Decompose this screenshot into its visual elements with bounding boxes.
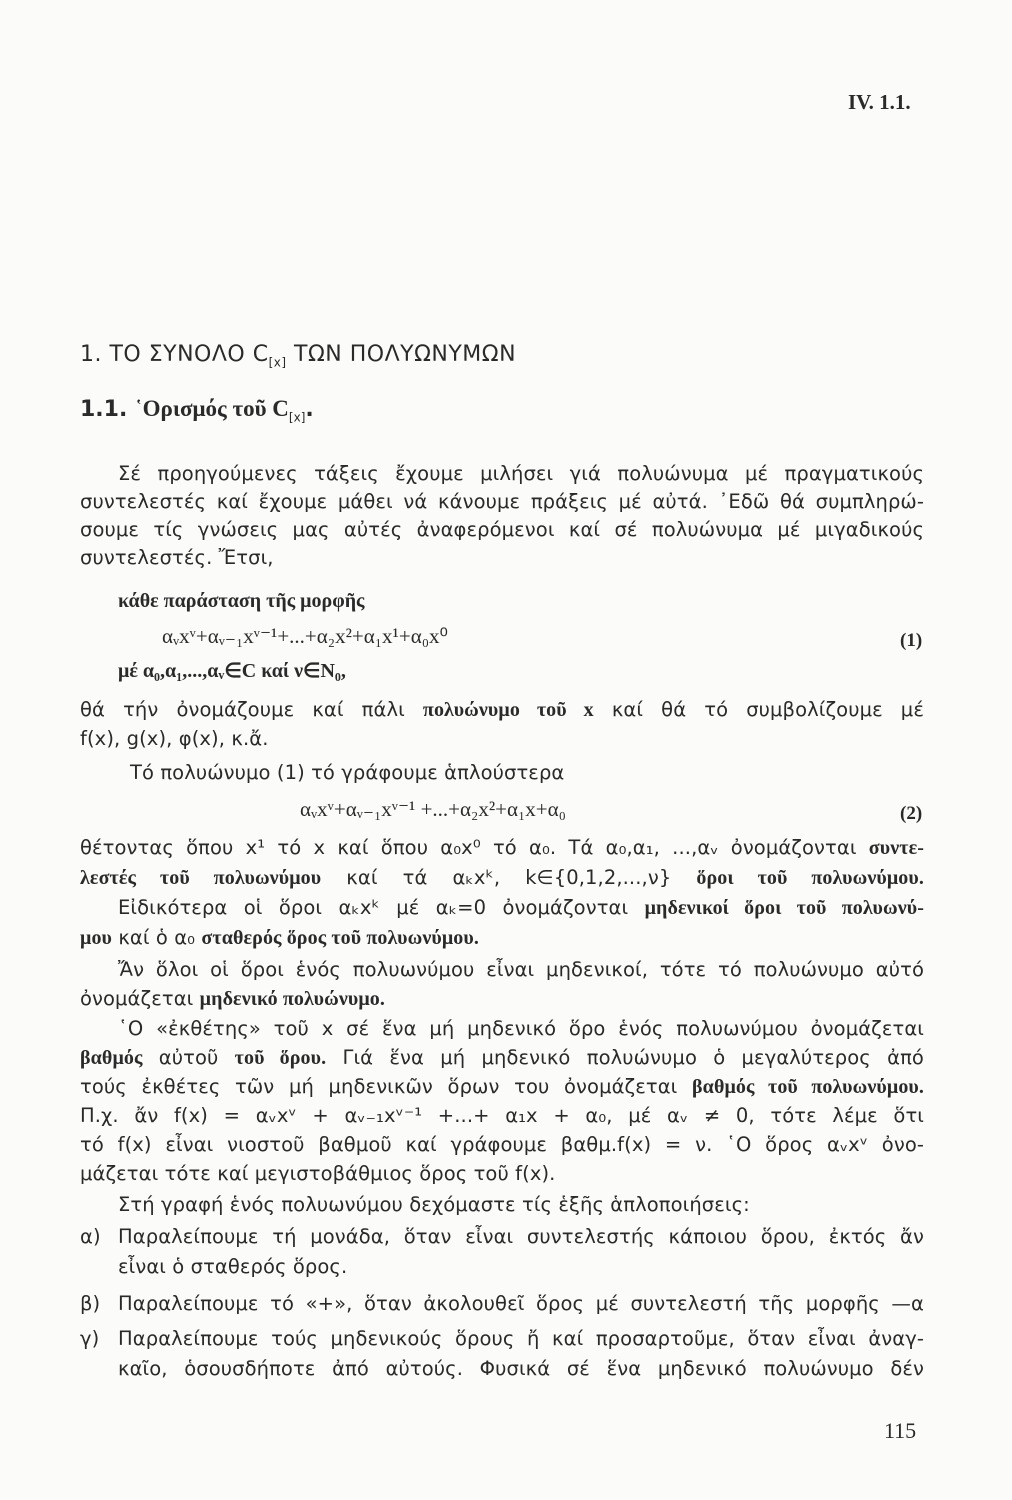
para2-line1-c: καί θά τό συμβολίζουμε μέ <box>611 698 924 721</box>
para4-line2-b: καί τά αₖxᵏ, k∈{0,1,2,...,ν} <box>346 866 672 889</box>
para2-line1 <box>80 698 924 722</box>
condition-and: καί <box>261 660 290 682</box>
para5-line1 <box>118 896 924 920</box>
para2-line1-a: θά τήν ὀνομάζουμε καί πάλι <box>80 698 405 721</box>
section-title <box>80 396 314 425</box>
section-title-end: . <box>305 397 314 422</box>
term-degree-of-polynomial: βαθμός τοῦ πολυωνύμου. <box>692 1076 924 1098</box>
equation-1: αᵥxᵛ+αᵥ₋₁xᵛ⁻¹+...+α₂x²+α₁x¹+α₀x⁰ <box>162 624 448 648</box>
chapter-title <box>80 342 517 370</box>
para1-line2: συντελεστές καί ἔχουμε μάθει νά κάνουμε πράξεις μέ αὐτά. ᾿Εδῶ θά συμπληρώ- <box>80 490 924 513</box>
para7-line6: μάζεται τότε καί μεγιστοβάθμιος ὅρος τοῦ f(x). <box>80 1162 556 1185</box>
term-polynomial-of-x: πολυώνυμο τοῦ x <box>422 699 594 721</box>
term-coefficients: συντε- <box>868 837 924 859</box>
condition-n: ν∈N₀, <box>294 660 346 682</box>
para7-line1: ῾Ο «ἐκθέτης» τοῦ x σέ ἕνα μή μηδενικό ὅρο ἑνός πολυωνύμου ὀνομάζεται <box>118 1017 924 1040</box>
section-title-sub: [x] <box>288 410 306 425</box>
para5-line2-b: καί ὁ α₀ <box>118 926 196 949</box>
para5-line2 <box>80 926 479 950</box>
para1-line4: συντελεστές. Ἔτσι, <box>80 546 274 569</box>
term-degree: βαθμός <box>80 1047 143 1069</box>
list-marker-b: β) <box>80 1292 101 1315</box>
term-coefficients-cont: λεστές τοῦ πολυωνύμου <box>80 867 322 889</box>
equation-1-label: (1) <box>900 630 923 651</box>
list-c-line2: καῖο, ὁσουσδήποτε ἀπό αὐτούς. Φυσικά σέ ἕνα μηδενικό πολυώνυμο δέν <box>118 1357 924 1380</box>
para7-line3 <box>80 1075 924 1099</box>
para4-line2 <box>80 866 924 890</box>
page-number: 115 <box>884 1418 917 1443</box>
list-b-line1: Παραλείπουμε τό «+», ὅταν ἀκολουθεῖ ὅρος μέ συντελεστή τῆς μορφῆς —α <box>118 1292 924 1315</box>
para7-line2-d: Γιά ἕνα μή μηδενικό πολυώνυμο ὁ μεγαλύτερος ἀπό <box>342 1046 924 1069</box>
para8-line1: Στή γραφή ἑνός πολυωνύμου δεχόμαστε τίς ἑξῆς ἁπλοποιήσεις: <box>118 1193 750 1216</box>
section-title-main: ῾Ορισμός τοῦ C <box>135 396 289 421</box>
para3-line1: Τό πολυώνυμο (1) τό γράφουμε ἁπλούστερα <box>130 761 565 784</box>
para7-line2 <box>80 1046 924 1070</box>
para1-line3: σουμε τίς γνώσεις μας αὐτές ἀναφερόμενοι καί σέ πολυώνυμα μέ μιγαδικούς <box>80 518 924 541</box>
para7-line2-b: αὐτοῦ <box>158 1046 219 1069</box>
list-a-line2: εἶναι ὁ σταθερός ὅρος. <box>118 1255 348 1278</box>
term-zero-polynomial: μηδενικό πολυώνυμο. <box>199 988 386 1010</box>
definition-lead: κάθε παράσταση τῆς μορφῆς <box>118 590 365 612</box>
term-of-term: τοῦ ὅρου. <box>234 1047 327 1069</box>
condition-set: α₀,α₁,...,αᵥ∈C <box>142 660 257 682</box>
para2-line2: f(x), g(x), φ(x), κ.ἄ. <box>80 727 269 750</box>
term-zero-terms-cont: μου <box>80 927 113 949</box>
equation-2: αᵥxᵛ+αᵥ₋₁xᵛ⁻¹ +...+α₂x²+α₁x+α₀ <box>300 797 566 821</box>
definition-condition <box>118 658 346 683</box>
list-c-line1: Παραλείπουμε τούς μηδενικούς ὅρους ἤ καί προσαρτοῦμε, ὅταν εἶναι ἀναγ- <box>118 1327 924 1350</box>
equation-2-label: (2) <box>900 803 923 824</box>
list-a-line1: Παραλείπουμε τή μονάδα, ὅταν εἶναι συντελεστής κάποιου ὅρου, ἐκτός ἄν <box>118 1225 924 1248</box>
para6-line1: Ἄν ὅλοι οἱ ὅροι ἑνός πολυωνύμου εἶναι μηδενικοί, τότε τό πολυώνυμο αὐτό <box>118 958 924 981</box>
para7-line5: τό f(x) εἶναι νιοστοῦ βαθμοῦ καί γράφουμε βαθμ.f(x) = ν. ῾Ο ὅρος αᵥxᵛ ὀνο- <box>80 1133 924 1156</box>
para7-line3-a: τούς ἐκθέτες τῶν μή μηδενικῶν ὅρων του ὀνομάζεται <box>80 1075 678 1098</box>
term-constant-term: σταθερός ὅρος τοῦ πολυωνύμου. <box>201 927 479 949</box>
section-number: 1.1. <box>80 397 135 422</box>
section-reference: IV. 1.1. <box>848 90 911 114</box>
chapter-title-sub: [x] <box>268 355 287 370</box>
para1-line1: Σέ προηγούμενες τάξεις ἔχουμε μιλήσει γιά πολυώνυμα μέ πραγματικούς <box>118 462 924 485</box>
condition-pre: μέ <box>118 660 138 682</box>
para4-line1 <box>80 836 924 860</box>
para4-line1-a: θέτοντας ὅπου x¹ τό x καί ὅπου α₀x⁰ τό α₀. Τά α₀,α₁, ...,αᵥ ὀνομάζονται <box>80 836 857 859</box>
para7-line4: Π.χ. ἄν f(x) = αᵥxᵛ + αᵥ₋₁xᵛ⁻¹ +...+ α₁x + α₀, μέ αᵥ ≠ 0, τότε λέμε ὅτι <box>80 1104 924 1127</box>
term-zero-terms: μηδενικοί ὅροι τοῦ πολυωνύ- <box>644 897 924 919</box>
para6-line2 <box>80 987 385 1011</box>
chapter-title-prefix: 1. ΤΟ ΣΥΝΟΛΟ C <box>80 342 269 367</box>
list-marker-c: γ) <box>80 1327 100 1350</box>
chapter-title-suffix: ΤΩΝ ΠΟΛΥΩΝΥΜΩΝ <box>286 342 517 367</box>
term-terms: ὅροι τοῦ πολυωνύμου. <box>696 867 924 889</box>
para5-line1-a: Εἰδικότερα οἱ ὅροι αₖxᵏ μέ αₖ=0 ὀνομάζονται <box>118 896 629 919</box>
list-marker-a: α) <box>80 1225 101 1248</box>
para6-line2-a: ὀνομάζεται <box>80 987 194 1010</box>
